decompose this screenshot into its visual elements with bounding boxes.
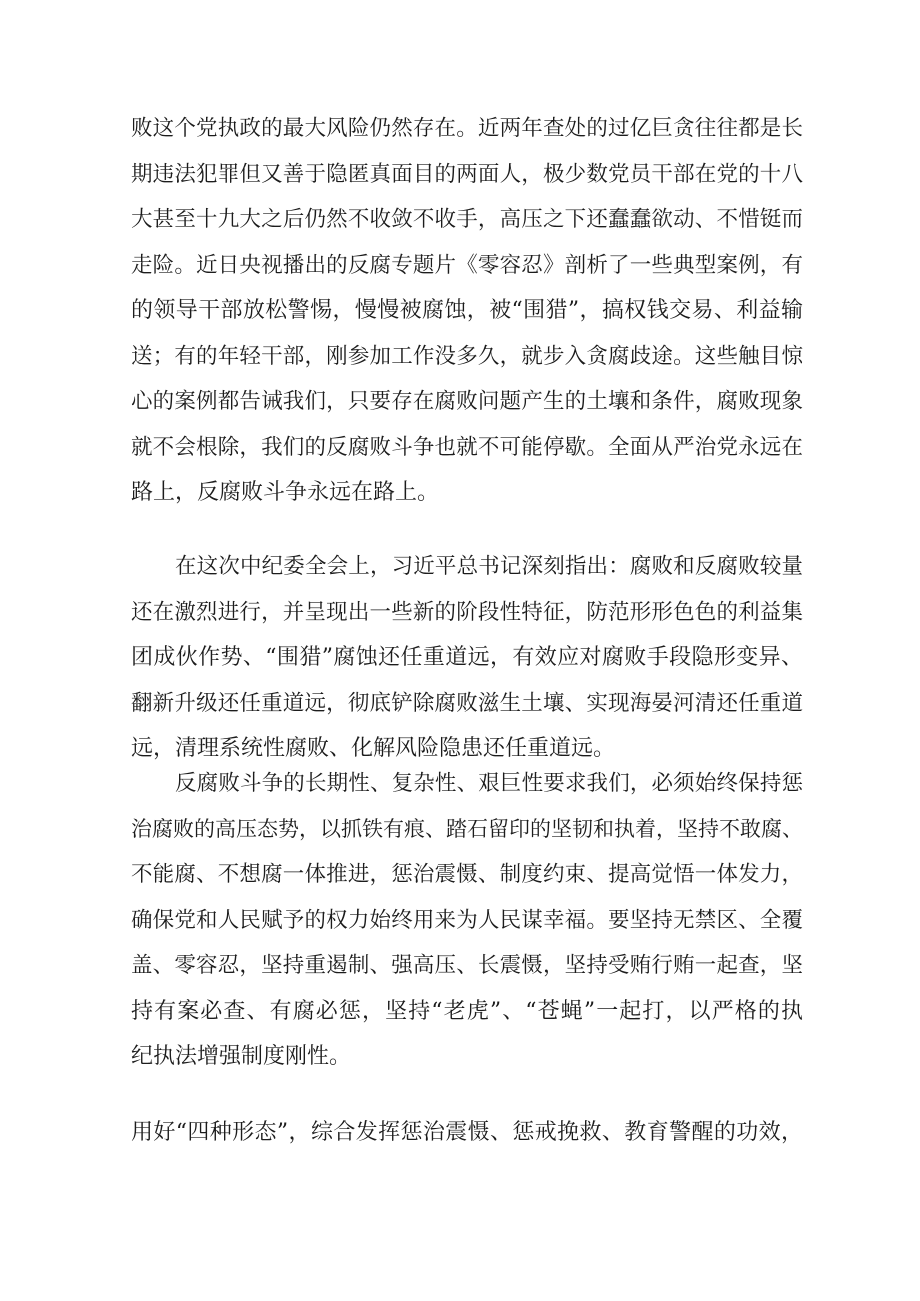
text-line: 还在激烈进行，并呈现出一些新的阶段性特征，防范形形色色的利益集 bbox=[131, 599, 803, 625]
text-line: 在这次中纪委全会上，习近平总书记深刻指出：腐败和反腐败较量 bbox=[175, 554, 803, 579]
text-line: 持有案必查、有腐必惩，坚持“老虎”、“苍蝇”一起打，以严格的执 bbox=[131, 998, 803, 1024]
paragraph-4 bbox=[131, 1110, 803, 1156]
text-line: 的领导干部放松警惕，慢慢被腐蚀，被“围猎”，搞权钱交易、利益输 bbox=[131, 298, 803, 323]
text-line: 就不会根除，我们的反腐败斗争也就不可能停歇。全面从严治党永远在 bbox=[131, 434, 803, 460]
text-line: 送；有的年轻干部，刚参加工作没多久，就步入贪腐歧途。这些触目惊 bbox=[131, 343, 803, 369]
text-line: 确保党和人民赋予的权力始终用来为人民谋幸福。要坚持无禁区、全覆 bbox=[131, 907, 803, 933]
text-line: 败这个党执政的最大风险仍然存在。近两年查处的过亿巨贪往往都是长 bbox=[131, 116, 803, 141]
paragraph-2 bbox=[131, 544, 803, 772]
text-line: 盖、零容忍，坚持重遏制、强高压、长震慑，坚持受贿行贿一起查，坚 bbox=[131, 953, 803, 978]
text-line: 反腐败斗争的长期性、复杂性、艰巨性要求我们，必须始终保持惩 bbox=[175, 771, 803, 796]
text-line: 路上，反腐败斗争永远在路上。 bbox=[131, 480, 440, 505]
text-line: 大甚至十九大之后仍然不收敛不收手，高压之下还蠢蠢欲动、不惜铤而 bbox=[131, 207, 803, 232]
text-line: 团成伙作势、“围猎”腐蚀还任重道远，有效应对腐败手段隐形变异、 bbox=[131, 645, 803, 670]
text-line: 走险。近日央视播出的反腐专题片《零容忍》剖析了一些典型案例，有 bbox=[131, 252, 803, 278]
text-line: 用好“四种形态”，综合发挥惩治震慑、惩戒挽救、教育警醒的功效， bbox=[131, 1120, 803, 1145]
text-line: 远，清理系统性腐败、化解风险隐患还任重道远。 bbox=[131, 736, 616, 761]
paragraph-1 bbox=[131, 106, 803, 516]
text-line: 不能腐、不想腐一体推进，惩治震慑、制度约束、提高觉悟一体发力， bbox=[131, 862, 803, 887]
text-line: 治腐败的高压态势，以抓铁有痕、踏石留印的坚韧和执着，坚持不敢腐、 bbox=[131, 816, 803, 841]
text-line: 心的案例都告诫我们，只要存在腐败问题产生的土壤和条件，腐败现象 bbox=[131, 389, 803, 414]
text-line: 翻新升级还任重道远，彻底铲除腐败滋生土壤、实现海晏河清还任重道 bbox=[131, 690, 803, 716]
text-line: 纪执法增强制度刚性。 bbox=[131, 1044, 352, 1069]
paragraph-3 bbox=[131, 761, 803, 1080]
text-line: 期违法犯罪但又善于隐匿真面目的两面人，极少数党员干部在党的十八 bbox=[131, 161, 803, 187]
